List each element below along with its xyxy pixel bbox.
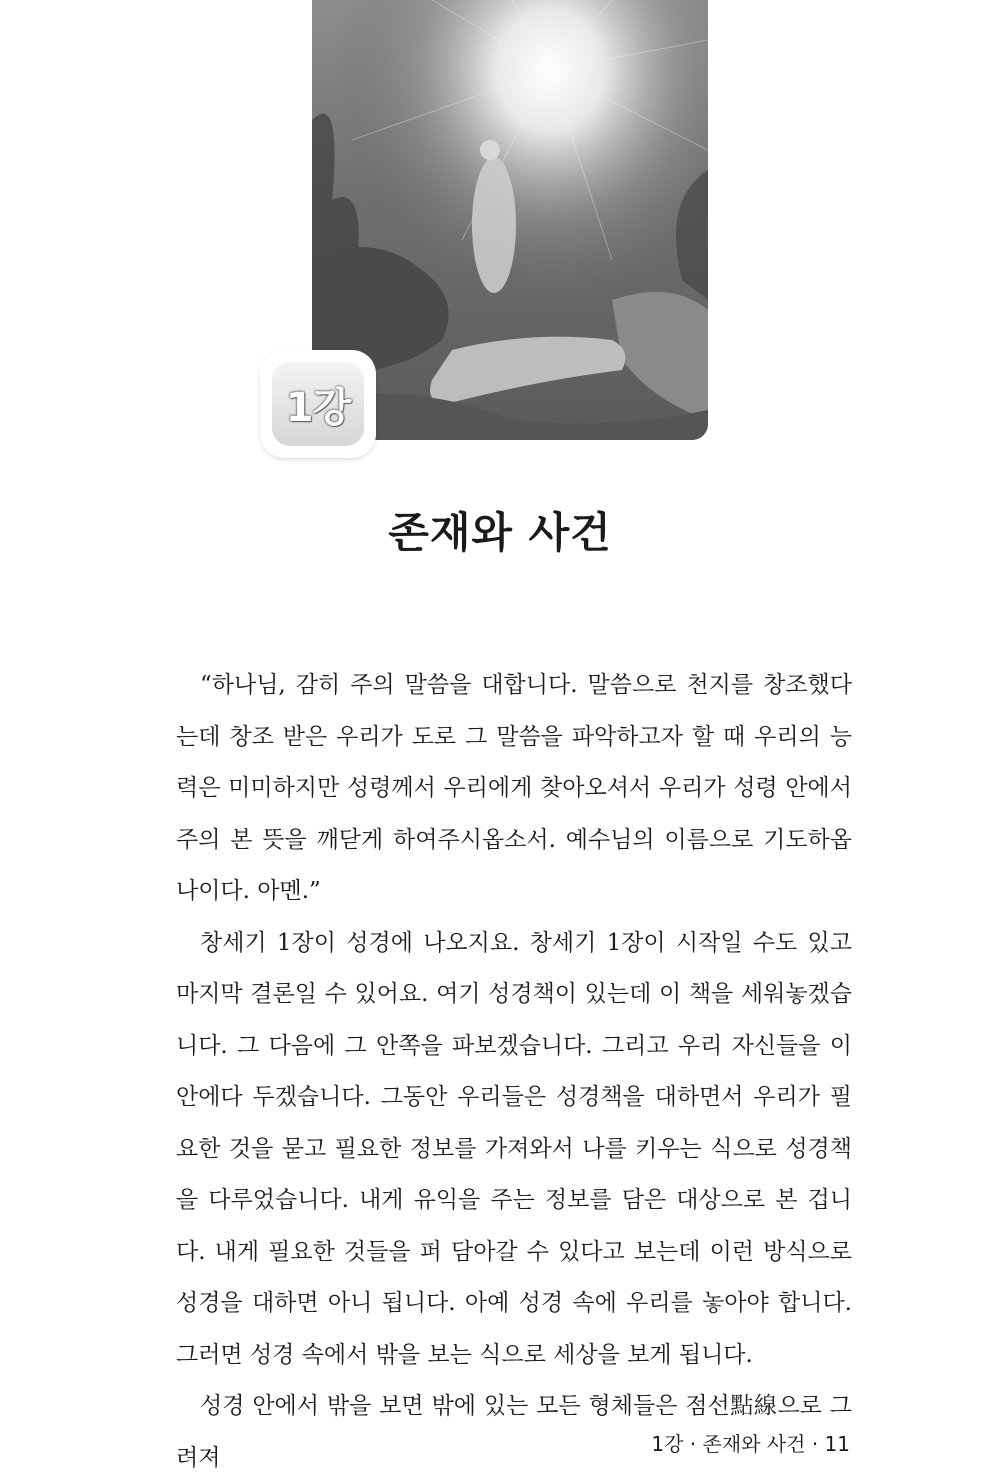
body-paragraph: 창세기 1장이 성경에 나오지요. 창세기 1장이 시작일 수도 있고 마지막 결론일 수 있어요. 여기 성경책이 있는데 이 책을 세워놓겠습니다. 그 다음에 그 안쪽을 파보겠습니다. 그리고 우리 자신들을 이 안에다 두겠습니다. 그동안 우리들은 성경책을 대하면서 우리가 필요한 것을 묻고 필요한 정보를 가져와서 나를 키우는 식으로 성경책을 다루었습니다. 내게 유익을 주는 정보를 담은 대상으로 본 겁니다. 내게 필요한 것들을 퍼 담아갈 수 있다고 보는데 이런 방식으로 성경을 대하면 아니 됩니다. 아예 성경 속에 우리를 놓아야 합니다. 그러면 성경 속에서 밖을 보는 식으로 세상을 보게 됩니다. [176,929,852,1368]
opening-prayer-paragraph: “하나님, 감히 주의 말씀을 대합니다. 말씀으로 천지를 창조했다는데 창조 받은 우리가 도로 그 말씀을 파악하고자 할 때 우리의 능력은 미미하지만 성령께서 우리에게 찾아오셔서 우리가 성령 안에서 주의 본 뜻을 깨닫게 하여주시옵소서. 예수님의 이름으로 기도하옵나이다. 아멘.” [176,672,852,904]
chapter-badge-inner [272,362,364,446]
running-footer: 1강 · 존재와 사건 · 11 [651,1432,850,1456]
body-text [176,660,852,1484]
chapter-number-badge [262,352,374,456]
body-paragraph: 성경 안에서 밖을 보면 밖에 있는 모든 형체들은 점선點線으로 그려져 [176,1393,852,1471]
chapter-title: 존재와 사건 [388,508,612,557]
chapter-number-label: 1강 [285,384,351,431]
